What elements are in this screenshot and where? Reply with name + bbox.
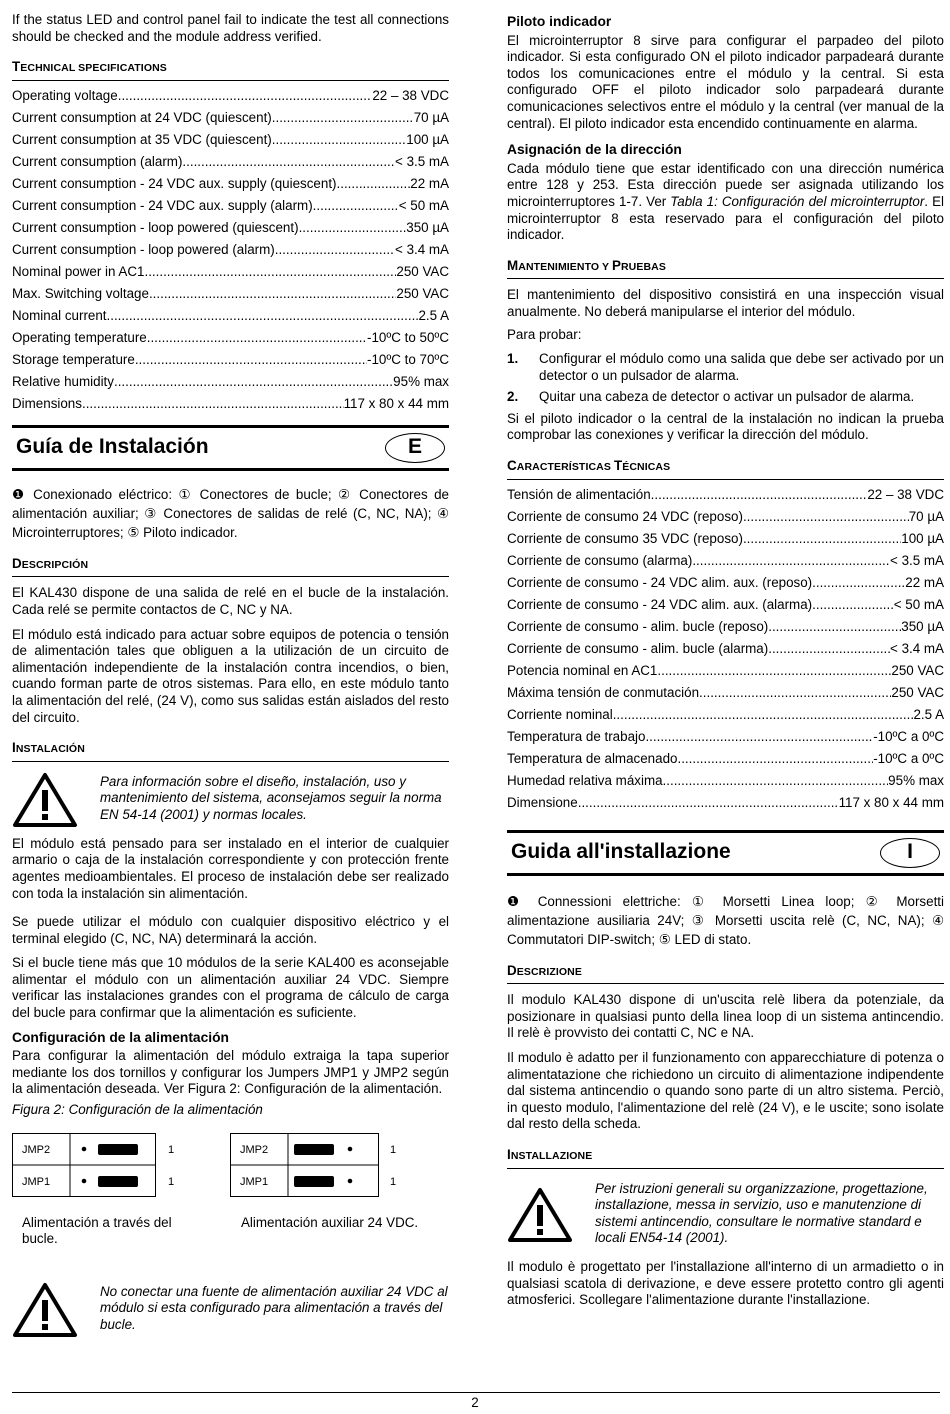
spec-value: < 3.5 mA (395, 154, 449, 170)
spec-value: 70 µA (413, 110, 449, 126)
spec-leader-dots (699, 685, 891, 702)
spec-label: Current consumption - loop powered (alarm) (12, 242, 275, 258)
spec-value: 250 VAC (891, 685, 944, 701)
spec-row (12, 85, 449, 107)
instalacion-paragraph-3: Si el bucle tiene más que 10 módulos de la serie KAL400 es aconsejable alimentar el módulo con un alimentación auxiliar 24 VDC. Siempre verificar las instalaciones grandes con el programa de cálculo de carga del bucle para confirmar que la alimentación es suficiente. (12, 955, 449, 1021)
spec-row (507, 748, 944, 770)
spec-leader-dots (663, 773, 889, 790)
spec-label: Nominal power in AC1 (12, 264, 145, 280)
language-badge-e: E (385, 433, 445, 463)
step-number: 1. (507, 351, 519, 367)
descrizione-paragraph-1: Il modulo KAL430 dispone di un'uscita relè libera da potenziale, da posizionare in qualsiasi punto della linea loop di un sistema antincendio. Il relè è provvisto dei contatti C, NC e NA. (507, 992, 944, 1041)
jumper-figure (12, 1133, 449, 1278)
warning-triangle-icon (12, 772, 78, 828)
spec-row (12, 239, 449, 261)
spec-leader-dots (135, 352, 367, 369)
asignacion-direccion-paragraph: Cada módulo tiene que estar identificado con una dirección numérica entre 128 y 253. Esta dirección puede ser asignada utilizando los microinterruptores 1-7. Ver Tabla 1: Configuración del microinterruptor. El microinterruptor 8 esta reservado para el configuración del piloto indicador. (507, 160, 944, 243)
spec-row (12, 107, 449, 129)
spec-row (507, 572, 944, 594)
spec-value: 22 – 38 VDC (372, 88, 449, 104)
pin-one-label: 1 (390, 1175, 397, 1188)
spec-label: Operating voltage (12, 88, 118, 104)
spec-leader-dots (613, 707, 914, 724)
spec-row (12, 305, 449, 327)
spec-leader-dots (272, 110, 414, 127)
footer-divider (12, 1392, 940, 1393)
spec-label: Current consumption (alarm) (12, 154, 183, 170)
spec-label: Current consumption at 24 VDC (quiescent) (12, 110, 272, 126)
spec-label: Storage temperature (12, 352, 135, 368)
caracteristicas-tecnicas-heading: CARACTERÍSTICAS TÉCNICAS (507, 458, 944, 480)
spec-row (12, 371, 449, 393)
configuracion-warning-text: No conectar una fuente de alimentación auxiliar 24 VDC al módulo si esta configurado para alimentación a través del bucle. (100, 1283, 448, 1332)
instalacion-paragraph-2: Se puede utilizar el módulo con cualquier dispositivo eléctrico y el terminal elegido (C, NC, NA) determinará la acción. (12, 914, 449, 946)
spec-leader-dots (82, 396, 344, 413)
installazione-heading: INSTALLAZIONE (507, 1147, 944, 1169)
installazione-warning (507, 1179, 944, 1247)
spec-row (507, 792, 944, 814)
spec-label: Relative humidity (12, 374, 114, 390)
spec-leader-dots (743, 531, 901, 548)
spec-leader-dots (768, 619, 901, 636)
spec-value: 95% max (888, 773, 944, 789)
spec-value: -10ºC to 50ºC (367, 330, 449, 346)
spec-label: Operating temperature (12, 330, 147, 346)
step-text: Configurar el módulo como una salida que debe ser activado por un detector o un pulsador de alarma. (539, 351, 944, 383)
jmp2-label-aux: JMP2 (240, 1143, 269, 1156)
spec-leader-dots (299, 220, 407, 237)
spec-leader-dots (272, 132, 407, 149)
page-number: 2 (471, 1395, 479, 1410)
spec-row (507, 660, 944, 682)
spec-row (12, 129, 449, 151)
spec-leader-dots (275, 242, 395, 259)
test-step (507, 351, 944, 384)
spec-row (507, 682, 944, 704)
test-steps-list (507, 351, 944, 406)
italian-section-header (507, 830, 944, 876)
spec-value: 70 µA (908, 509, 944, 525)
spec-row (12, 327, 449, 349)
descrizione-paragraph-2: Il modulo è adatto per il funzionamento con apparecchiature di potenza o alimentatazione che richiedono un circuito di alimentazione indipendente dal sistema antincendio o quando sono parte di un altro sistema. Perciò, in questo modulo, l'alimentazione del relè (24 V), e le uscite; sono isolate dal resto della scheda. (507, 1050, 944, 1132)
spec-value: < 3.4 mA (890, 641, 944, 657)
configuracion-paragraph: Para configurar la alimentación del módulo extraiga la tapa superior mediante los dos tornillos y configurar los Jumpers JMP1 y JMP2 según la alimentación deseada. Ver Figura 2: Configuración de la alimentación. (12, 1048, 449, 1097)
spec-label: Potencia nominal en AC1 (507, 663, 658, 679)
spec-leader-dots (743, 509, 909, 526)
spanish-section-title: Guía de Instalación (16, 435, 209, 459)
pin-one-label: 1 (168, 1175, 175, 1188)
spec-row (12, 283, 449, 305)
spec-leader-dots (657, 663, 891, 680)
descripcion-paragraph-1: El KAL430 dispone de una salida de relé en el bucle de la instalación. Cada relé se permite contactos de C, NC y NA. (12, 585, 449, 617)
spec-value: 350 µA (406, 220, 449, 236)
spec-label: Corriente de consumo - 24 VDC alim. aux. (reposo) (507, 575, 813, 591)
installazione-paragraph: Il modulo è progettato per l'installazione all'interno di un armadietto o in qualsiasi scatola di derivazione, e deve essere protetto contro gli agenti atmosferici. Scollegare l'alimentazione durante l'installazione. (507, 1258, 944, 1308)
spec-value: 22 – 38 VDC (867, 487, 944, 503)
spec-leader-dots (677, 751, 873, 768)
language-badge-i: I (880, 838, 940, 868)
spec-row (507, 770, 944, 792)
spec-row (12, 151, 449, 173)
spec-row (507, 704, 944, 726)
spec-value: 95% max (393, 374, 449, 390)
technical-specifications-list (12, 85, 449, 415)
spanish-connections-text: ❶ Conexionado eléctrico: ① Conectores de bucle; ② Conectores de alimentación auxiliar; ③ Conectores de salidas de relé (C, NC, NA); ④ Microinterruptores; ⑤ Piloto indicador. (12, 486, 449, 540)
spec-leader-dots (692, 553, 890, 570)
test-step (507, 389, 944, 406)
mantenimiento-heading: MANTENIMIENTO Y PRUEBAS (507, 258, 944, 280)
step-number: 2. (507, 389, 519, 405)
descripcion-heading: DESCRIPCIÓN (12, 556, 449, 578)
spec-leader-dots (182, 154, 395, 171)
spec-row (507, 726, 944, 748)
spec-label: Corriente de consumo (alarma) (507, 553, 693, 569)
jumper-caption-loop: Alimentación a través del bucle. (22, 1214, 172, 1247)
pin-one-label: 1 (168, 1143, 175, 1156)
technical-specifications-heading: TECHNICAL SPECIFICATIONS (12, 59, 449, 81)
spec-row (12, 393, 449, 415)
descrizione-heading: DESCRIZIONE (507, 963, 944, 985)
spec-value: -10ºC to 70ºC (367, 352, 449, 368)
spec-row (507, 638, 944, 660)
spec-label: Temperatura de trabajo (507, 729, 646, 745)
instalacion-paragraph-1: El módulo está pensado para ser instalado en el interior de cualquier armario o caja de la instalación correspondiente y con protección frente agentes medioambientales. El proceso de instalación debe ser realizado con toda la instalación sin alimentación. (12, 835, 449, 901)
left-column (12, 0, 449, 1346)
asignacion-direccion-heading: Asignación de la dirección (507, 142, 682, 158)
jumper-caption-aux: Alimentación auxiliar 24 VDC. (241, 1214, 419, 1230)
mantenimiento-paragraph-1: El mantenimiento del dispositivo consistirá en una inspección visual anualmente. No deberá manipularse el interior del módulo. (507, 287, 944, 319)
spec-leader-dots (812, 575, 905, 592)
spec-label: Current consumption at 35 VDC (quiescent) (12, 132, 272, 148)
spec-leader-dots (313, 198, 399, 215)
spec-label: Tensión de alimentación (507, 487, 651, 503)
spec-value: < 3.4 mA (395, 242, 449, 258)
spec-value: 22 mA (410, 176, 449, 192)
spec-label: Corriente de consumo - alim. bucle (alarma) (507, 641, 769, 657)
configuracion-heading: Configuración de la alimentación (12, 1029, 229, 1045)
spec-value: < 50 mA (398, 198, 449, 214)
spec-label: Current consumption - 24 VDC aux. supply (quiescent) (12, 176, 337, 192)
jmp1-label-loop: JMP1 (22, 1175, 51, 1188)
spanish-section-header (12, 425, 449, 471)
jmp1-label-aux: JMP1 (240, 1175, 269, 1188)
spec-label: Corriente de consumo 24 VDC (reposo) (507, 509, 743, 525)
piloto-indicador-heading: Piloto indicador (507, 14, 612, 29)
spec-value: 100 µA (901, 531, 944, 547)
spec-row (507, 528, 944, 550)
spec-row (507, 550, 944, 572)
spec-value: 117 x 80 x 44 mm (343, 396, 449, 412)
spec-label: Corriente nominal (507, 707, 613, 723)
spec-value: 100 µA (406, 132, 449, 148)
spec-label: Dimensione (507, 795, 578, 811)
spec-label: Dimensions (12, 396, 82, 412)
mantenimiento-paragraph-2: Para probar: (507, 326, 582, 342)
spec-label: Nominal current (12, 308, 107, 324)
spec-label: Temperatura de almacenado (507, 751, 678, 767)
spec-value: 117 x 80 x 44 mm (838, 795, 944, 811)
italian-connections-text: ❶ Connessioni elettriche: ① Morsetti Linea loop; ② Morsetti alimentazione ausiliaria 24V; ③ Morsetti uscita relè (C, NC, NA); ④ Commutatori DIP-switch; ⑤ LED di stato. (507, 893, 944, 947)
spec-label: Current consumption - 24 VDC aux. supply (alarm) (12, 198, 313, 214)
jmp2-label-loop: JMP2 (22, 1143, 51, 1156)
spec-leader-dots (578, 795, 839, 812)
instalacion-warning (12, 772, 449, 828)
spec-leader-dots (768, 641, 890, 658)
intro-paragraph: If the status LED and control panel fail to indicate the test all connections should be checked and the module address verified. (12, 12, 449, 44)
spec-row (12, 261, 449, 283)
spec-row (12, 349, 449, 371)
spec-label: Máxima tensión de conmutación (507, 685, 700, 701)
spec-row (12, 173, 449, 195)
spec-leader-dots (118, 88, 373, 105)
spec-leader-dots (812, 597, 894, 614)
spec-row (507, 484, 944, 506)
spec-value: 250 VAC (891, 663, 944, 679)
spec-value: < 50 mA (893, 597, 944, 613)
descripcion-paragraph-2: El módulo está indicado para actuar sobre equipos de potencia o tensión de alimentación tales que obliguen a la utilización de un circuito de alimentación independiente de la instalación contra incendios, o bien, cuando forman parte de otros sistemas. Para ello, en este módulo tanto la alimentación del relé, (24 V), como sus salidas están aislados del resto del circuito. (12, 626, 449, 725)
warning-triangle-icon (507, 1187, 573, 1243)
spec-leader-dots (107, 308, 419, 325)
figure-2-caption: Figura 2: Configuración de la alimentación (12, 1102, 263, 1118)
spec-value: 22 mA (905, 575, 944, 591)
spec-row (12, 217, 449, 239)
spec-label: Current consumption - loop powered (quiescent) (12, 220, 299, 236)
instalacion-heading: INSTALACIÓN (12, 740, 449, 762)
spec-leader-dots (147, 330, 367, 347)
spec-row (507, 594, 944, 616)
spec-label: Max. Switching voltage (12, 286, 149, 302)
warning-triangle-icon (12, 1282, 78, 1338)
spec-value: < 3.5 mA (890, 553, 944, 569)
step-text: Quitar una cabeza de detector o activar un pulsador de alarma. (539, 389, 915, 405)
pin-one-label: 1 (390, 1143, 397, 1156)
spec-leader-dots (651, 487, 868, 504)
piloto-indicador-paragraph: El microinterruptor 8 sirve para configurar el parpadeo del piloto indicador. Si esta configurado ON el piloto indicador parpadeará durante todos los comunicaciones entre el módulo y la central. Si esta configurado OFF el piloto indicador solo parpadeará durante comunicaciones selectivos entre el módulo y la central (ver manual de la central). El piloto indicador esta encendido continuamente en alarma. (507, 32, 944, 131)
right-column (507, 0, 944, 1309)
mantenimiento-paragraph-3: Si el piloto indicador o la central de la instalación no indican la prueba comprobar las conexiones y verificar la dirección del módulo. (507, 410, 944, 443)
spec-label: Corriente de consumo - alim. bucle (reposo) (507, 619, 769, 635)
spec-value: -10ºC a 0ºC (873, 751, 944, 767)
installazione-warning-text: Per istruzioni generali su organizzazione, progettazione, installazione, messa in servizio, uso e manutenzione di sistemi antincendio, consultare le normative standard e locali EN54-14 (2001). (595, 1180, 928, 1246)
spec-row (507, 616, 944, 638)
spec-value: 250 VAC (396, 264, 449, 280)
spec-row (507, 506, 944, 528)
spec-value: 250 VAC (396, 286, 449, 302)
spec-leader-dots (645, 729, 873, 746)
spec-value: 350 µA (901, 619, 944, 635)
spec-label: Corriente de consumo - 24 VDC alim. aux. (alarma) (507, 597, 813, 613)
instalacion-warning-text: Para información sobre el diseño, instalación, uso y mantenimiento del sistema, aconsejamos seguir la norma EN 54-14 (2001) y normas locales. (100, 773, 442, 822)
spec-label: Corriente de consumo 35 VDC (reposo) (507, 531, 743, 547)
caracteristicas-tecnicas-list (507, 484, 944, 814)
spec-leader-dots (149, 286, 396, 303)
configuracion-warning (12, 1282, 449, 1338)
spec-leader-dots (144, 264, 396, 281)
spec-value: 2.5 A (913, 707, 944, 723)
spec-label: Humedad relativa máxima (507, 773, 663, 789)
spec-value: -10ºC a 0ºC (873, 729, 944, 745)
spec-leader-dots (114, 374, 393, 391)
spec-value: 2.5 A (418, 308, 449, 324)
spec-row (12, 195, 449, 217)
spec-leader-dots (337, 176, 411, 193)
italian-section-title: Guida all'installazione (511, 840, 731, 864)
